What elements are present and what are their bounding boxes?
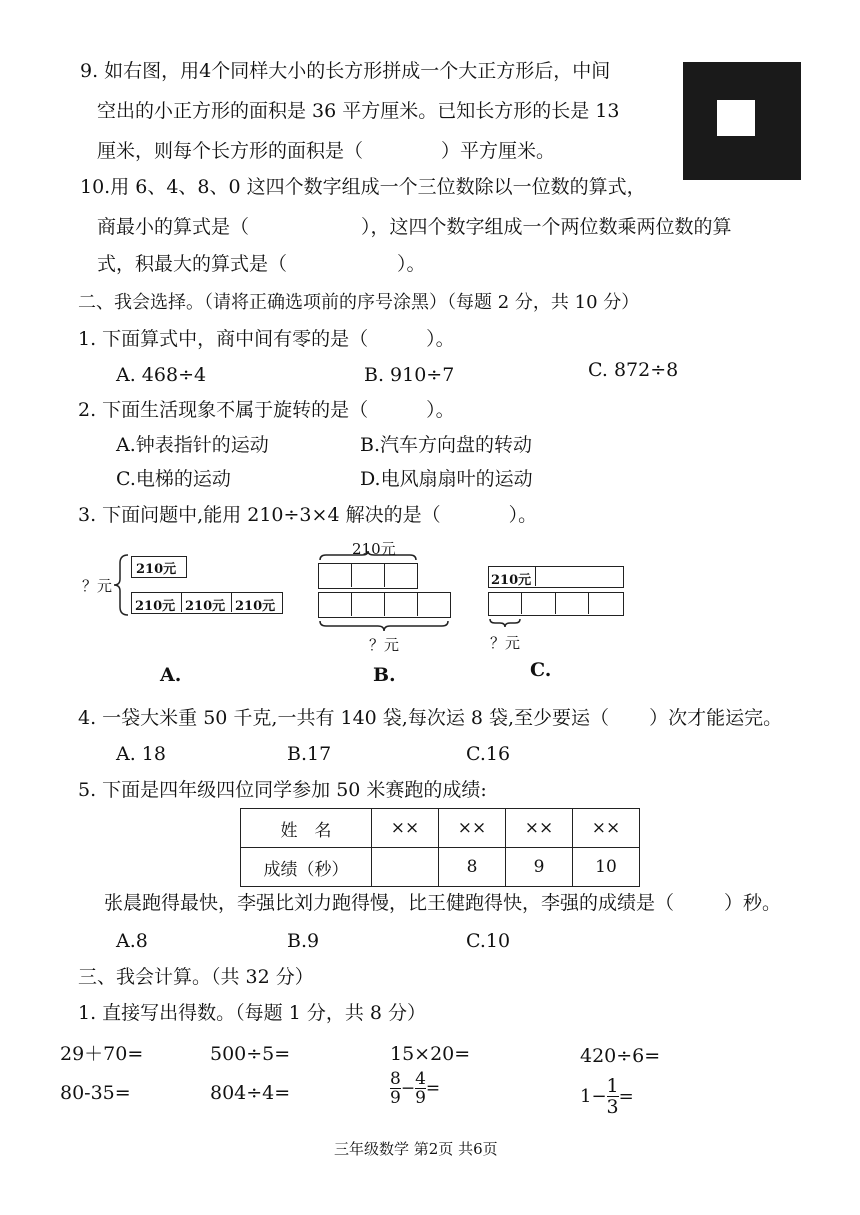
calc-item[interactable]: 500÷5= <box>210 1043 291 1065</box>
calc-item-fraction-2[interactable] <box>580 1076 634 1117</box>
s2q3-stem-a: 3. 下面问题中,能用 210÷3×4 解决的是（ <box>78 504 441 526</box>
denominator: 9 <box>390 1088 401 1108</box>
fraction <box>415 1070 426 1107</box>
numerator: 8 <box>390 1069 401 1089</box>
q9-line3 <box>97 138 555 164</box>
figure-c-divider <box>535 566 536 586</box>
numerator: 1 <box>606 1075 619 1097</box>
denominator: 3 <box>606 1096 619 1118</box>
figure-b-question-label: ？元 <box>369 636 400 654</box>
figure-b-caption[interactable]: B. <box>373 664 396 686</box>
page-footer: 三年级数学 第2页 共6页 <box>334 1140 498 1158</box>
s2q1-stem <box>78 326 455 352</box>
figure-b-top-brace <box>318 550 418 562</box>
figure-b-bottom-brace <box>318 619 452 633</box>
figure-c-brace <box>488 617 524 629</box>
s2q2-stem-a: 2. 下面生活现象不属于旋转的是（ <box>78 399 369 421</box>
q10-line2 <box>97 214 732 240</box>
equals-sign: = <box>425 1078 441 1099</box>
figure-a-caption[interactable]: A. <box>160 664 182 686</box>
q9-line3-a: 厘米，则每个长方形的面积是（ <box>97 140 364 162</box>
q10-line2-a: 商最小的算式是（ <box>97 216 250 238</box>
table-cell: 10 <box>573 848 640 887</box>
s2q1-stem-b: ）。 <box>426 328 455 350</box>
s2q5-stem: 5. 下面是四年级四位同学参加 50 米赛跑的成绩: <box>78 779 487 801</box>
figure-a-divider <box>231 592 232 612</box>
section3-heading: 三、我会计算。（共 32 分） <box>78 966 314 988</box>
figure-b-divider <box>417 592 418 616</box>
figure-b-top-label: 210元 <box>352 540 396 558</box>
s2q2-option-a[interactable]: A.钟表指针的运动 <box>116 434 269 456</box>
s2q2-option-c[interactable]: C.电梯的运动 <box>116 468 231 490</box>
figure-a-cell-label: 210元 <box>185 599 226 614</box>
fraction <box>607 1076 619 1117</box>
figure-a-divider <box>181 592 182 612</box>
q10-line2-b: ），这四个数字组成一个两位数乘两位数的算 <box>361 216 732 238</box>
score-table <box>240 808 640 887</box>
table-row <box>241 809 640 848</box>
table-cell: ×× <box>506 809 573 848</box>
q10-line3-a: 式，积最大的算式是（ <box>97 253 288 275</box>
s2q5-question <box>104 890 781 916</box>
figure-c-bottom-bar <box>488 592 624 616</box>
s2q2-option-d[interactable]: D.电风扇扇叶的运动 <box>360 468 533 490</box>
denominator: 9 <box>415 1088 426 1108</box>
whole-number: 1 <box>580 1086 592 1107</box>
table-row <box>241 848 640 887</box>
figure-a-cell-label: 210元 <box>235 599 276 614</box>
calc-item-fraction-1[interactable] <box>390 1070 440 1107</box>
table-cell: 9 <box>506 848 573 887</box>
figure-a-cell-label: 210元 <box>135 599 176 614</box>
fraction <box>390 1070 401 1107</box>
q10-line3-b: ）。 <box>397 253 426 275</box>
s2q2-stem-b: ）。 <box>426 399 455 421</box>
table-cell: 8 <box>439 848 506 887</box>
figure-c-divider <box>555 592 556 614</box>
minus-sign: − <box>591 1086 607 1107</box>
s2q1-option-b[interactable]: B. 910÷7 <box>364 364 455 386</box>
s2q1-option-c[interactable]: C. 872÷8 <box>588 359 679 381</box>
figure-c-divider <box>521 592 522 614</box>
minus-sign: − <box>400 1078 416 1099</box>
s2q4-option-b[interactable]: B.17 <box>287 743 332 765</box>
table-cell: ×× <box>573 809 640 848</box>
figure-c-caption[interactable]: C. <box>530 659 552 681</box>
figure-c-box-label: 210元 <box>491 573 532 588</box>
section2-heading: 二、我会选择。（请将正确选项前的序号涂黑）（每题 2 分，共 10 分） <box>78 292 640 313</box>
figure-b-divider <box>351 563 352 587</box>
square-figure <box>683 62 801 180</box>
table-cell[interactable] <box>372 848 439 887</box>
figure-b-divider <box>384 563 385 587</box>
s2q4-stem-a: 4. 一袋大米重 50 千克,一共有 140 袋,每次运 8 袋,至少要运（ <box>78 707 610 729</box>
figure-a-brace <box>112 553 132 617</box>
s2q4-stem <box>78 705 782 731</box>
q9-line2: 空出的小正方形的面积是 36 平方厘米。已知长方形的长是 13 <box>97 100 620 122</box>
q9-line3-b: ）平方厘米。 <box>441 140 556 162</box>
figure-b-divider <box>351 592 352 616</box>
figure-c-question-label: ？元 <box>490 634 521 652</box>
section3-sub1: 1. 直接写出得数。（每题 1 分，共 8 分） <box>78 1002 427 1024</box>
s2q5-question-a: 张晨跑得最快，李强比刘力跑得慢，比王健跑得快，李强的成绩是（ <box>104 892 675 914</box>
q10-line1: 10.用 6、4、8、0 这四个数字组成一个三位数除以一位数的算式， <box>80 176 646 198</box>
s2q3-stem <box>78 502 537 528</box>
s2q4-option-a[interactable]: A. 18 <box>116 743 166 765</box>
numerator: 4 <box>415 1069 426 1089</box>
figure-b-top-bar <box>318 563 418 589</box>
calc-item[interactable]: 420÷6= <box>580 1045 661 1067</box>
table-cell: ×× <box>372 809 439 848</box>
equals-sign: = <box>618 1086 634 1107</box>
square-hole <box>717 100 755 136</box>
s2q4-stem-b: ）次才能运完。 <box>649 707 783 729</box>
s2q1-option-a[interactable]: A. 468÷4 <box>116 364 207 386</box>
calc-item[interactable]: 29＋70= <box>60 1043 144 1065</box>
figure-b-divider <box>384 592 385 616</box>
s2q5-question-b: ）秒。 <box>724 892 782 914</box>
s2q4-option-c[interactable]: C.16 <box>466 743 511 765</box>
calc-item[interactable]: 15×20= <box>390 1043 471 1065</box>
s2q3-stem-b: ）。 <box>508 504 538 526</box>
table-header-score: 成绩（秒） <box>241 848 372 887</box>
calc-item[interactable]: 804÷4= <box>210 1082 291 1104</box>
figure-a-question-label: ？元 <box>82 577 113 595</box>
s2q2-option-b[interactable]: B.汽车方向盘的转动 <box>360 434 533 456</box>
s2q5-option-b[interactable]: B.9 <box>287 930 320 952</box>
s2q1-stem-a: 1. 下面算式中，商中间有零的是（ <box>78 328 369 350</box>
s2q5-option-c[interactable]: C.10 <box>466 930 511 952</box>
s2q5-option-a[interactable]: A.8 <box>116 930 148 952</box>
q10-line3 <box>97 251 426 277</box>
table-header-name: 姓 名 <box>241 809 372 848</box>
table-cell: ×× <box>439 809 506 848</box>
calc-item[interactable]: 80-35= <box>60 1082 131 1104</box>
figure-c-divider <box>588 592 589 614</box>
q9-line1: 9. 如右图，用4个同样大小的长方形拼成一个大正方形后，中间 <box>80 60 611 82</box>
s2q2-stem <box>78 397 455 423</box>
figure-a-top-box-label: 210元 <box>136 562 177 577</box>
